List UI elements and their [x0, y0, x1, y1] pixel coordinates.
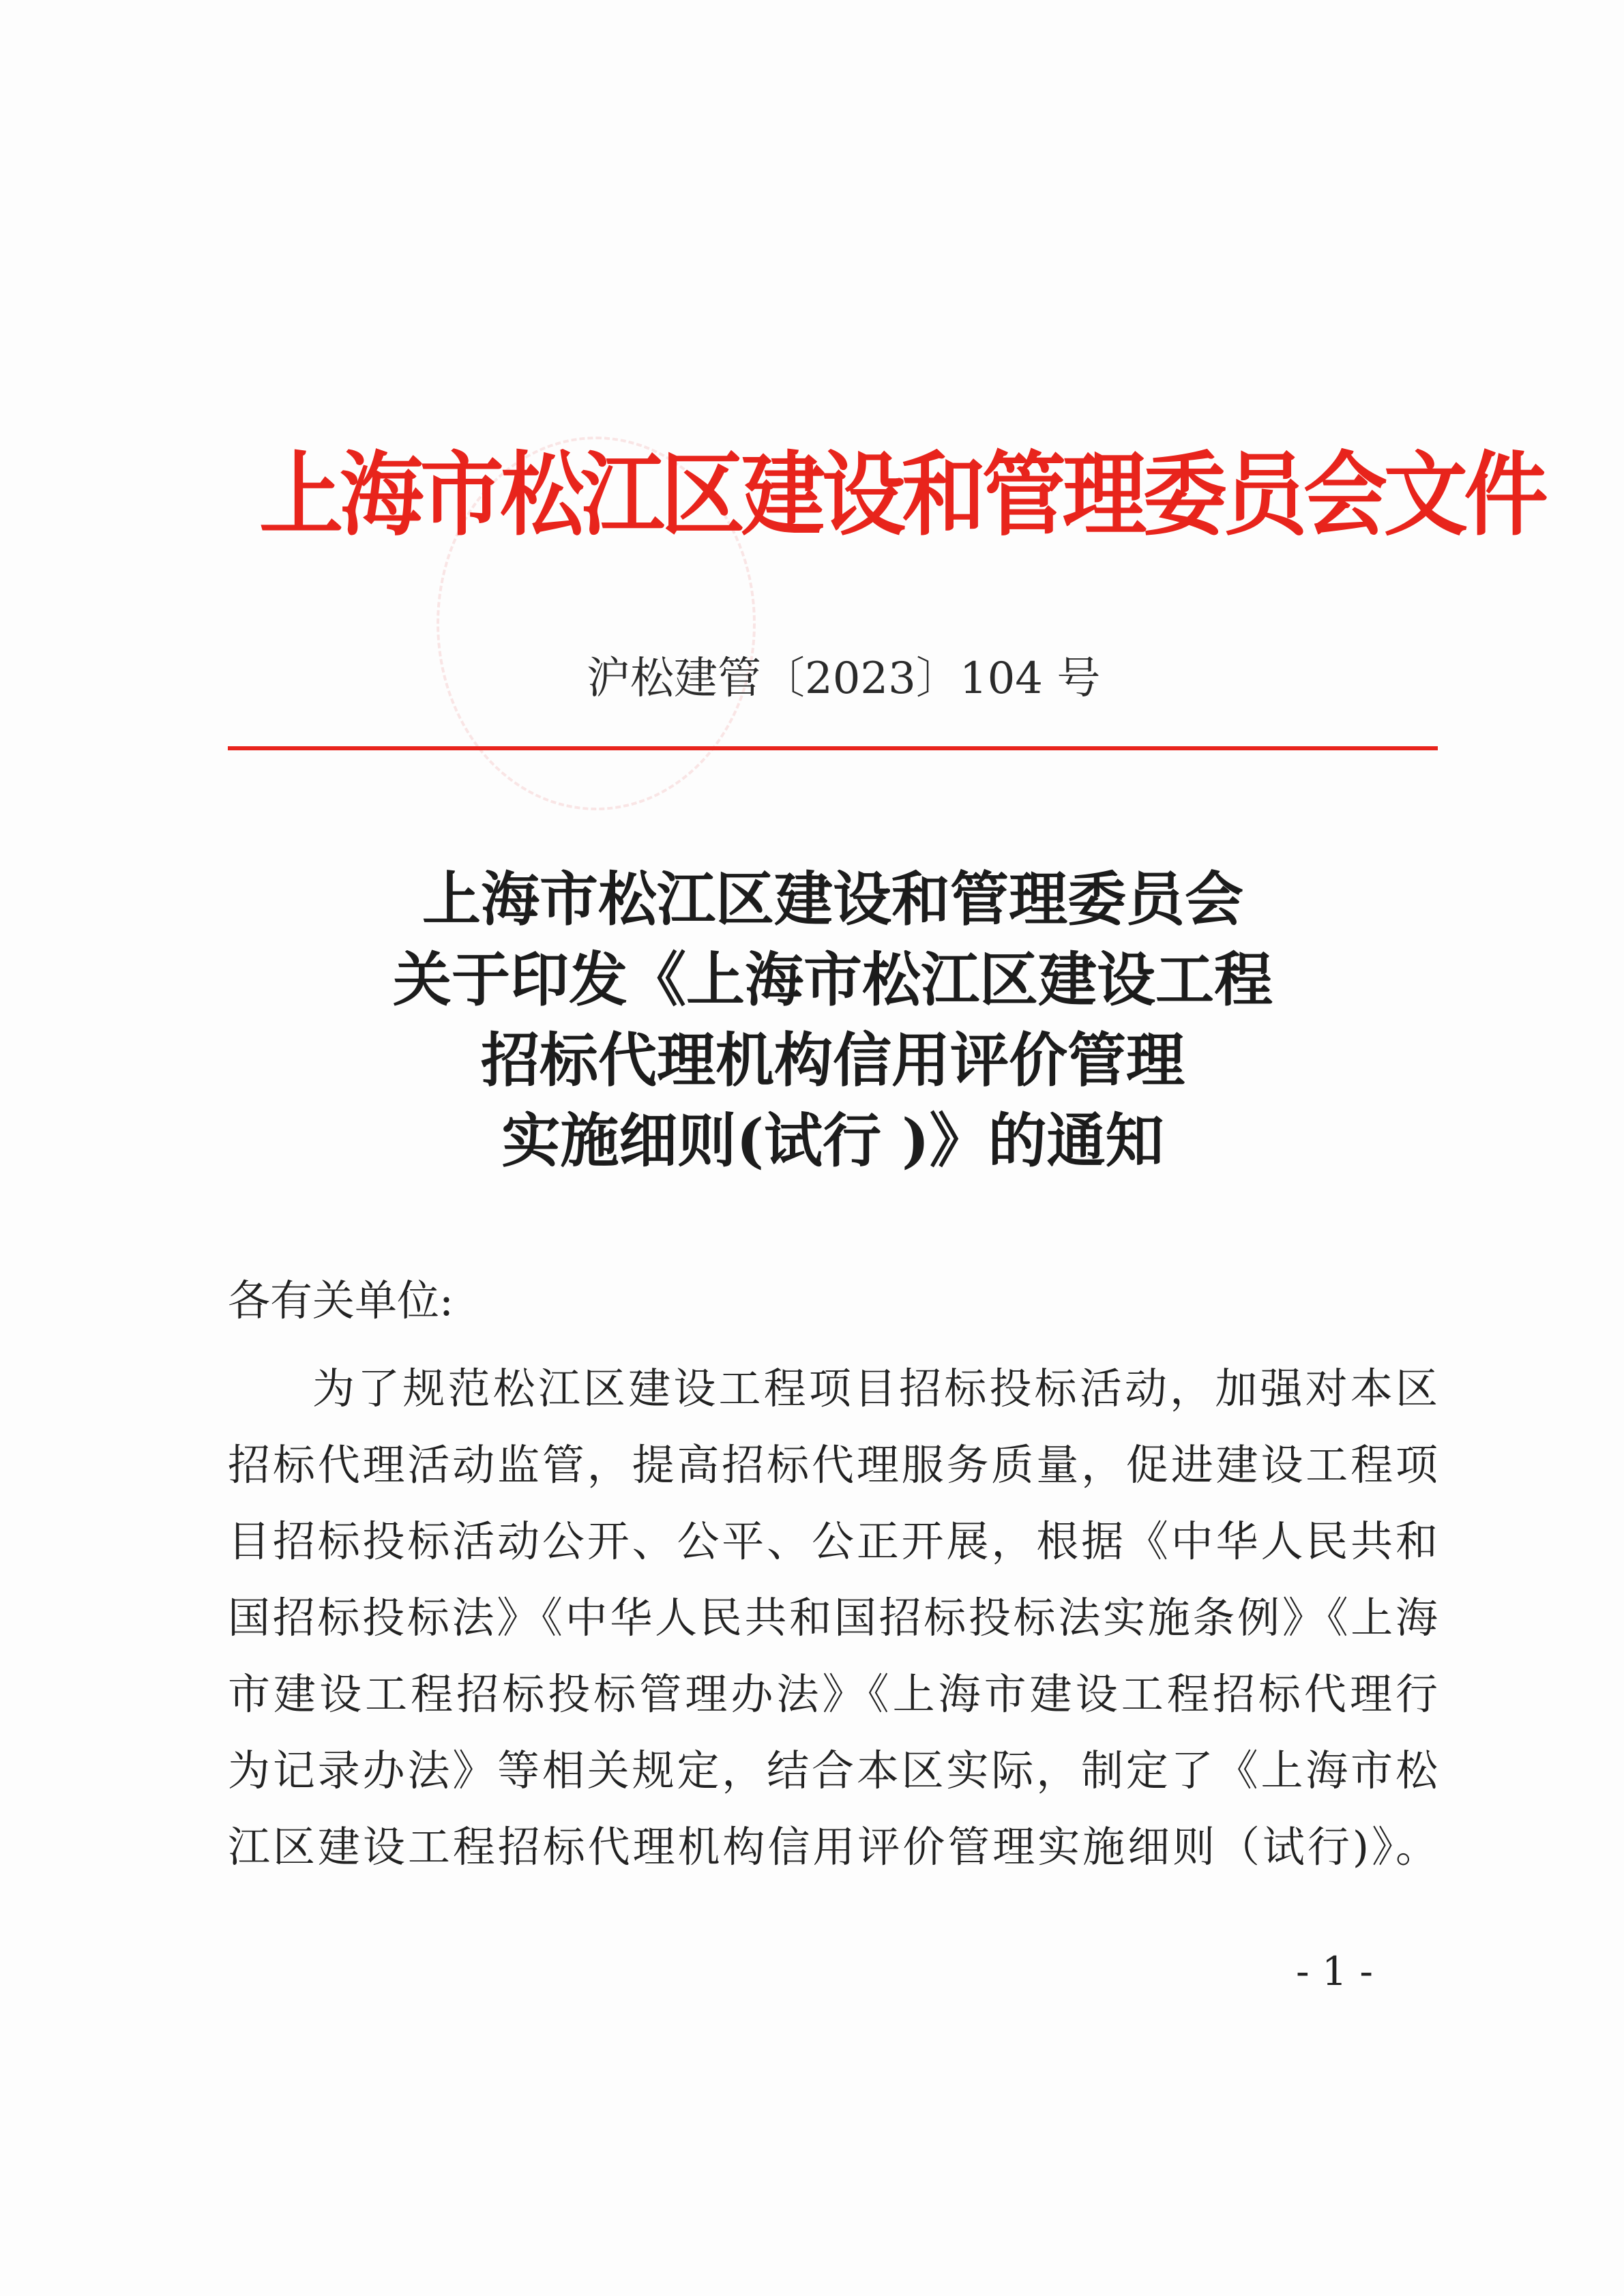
page-number: - 1 -: [1296, 1948, 1373, 1995]
body-line: 招标代理活动监管，提高招标代理服务质量，促进建设工程项: [228, 1440, 1438, 1490]
title-line: 关于印发《上海市松江区建设工程: [393, 945, 1273, 1014]
body-line: 市建设工程招标投标管理办法》《上海市建设工程招标代理行: [228, 1669, 1438, 1719]
body-line: 江区建设工程招标代理机构信用评价管理实施细则（试行)》。: [228, 1822, 1438, 1872]
title-line: 招标代理机构信用评价管理: [481, 1026, 1185, 1095]
body-line: 为记录办法》等相关规定，结合本区实际，制定了《上海市松: [228, 1746, 1438, 1795]
document-title: [228, 859, 1438, 1181]
document-number: 沪松建管〔2023〕104 号: [587, 653, 1101, 704]
organization-header: 上海市松江区建设和管理委员会文件: [259, 441, 1545, 548]
red-divider-line: [228, 746, 1438, 750]
title-line: 上海市松江区建设和管理委员会: [422, 865, 1243, 934]
body-line: 目招标投标活动公开、公平、公正开展，根据《中华人民共和: [228, 1516, 1438, 1566]
body-paragraph: [228, 1351, 1438, 1885]
title-line: 实施细则(试行 )》的通知: [501, 1106, 1164, 1175]
body-line: 国招标投标法》《中华人民共和国招标投标法实施条例》《上海: [228, 1593, 1438, 1643]
body-line: 为了规范松江区建设工程项目招标投标活动，加强对本区: [312, 1364, 1438, 1413]
salutation: 各有关单位:: [228, 1276, 454, 1325]
